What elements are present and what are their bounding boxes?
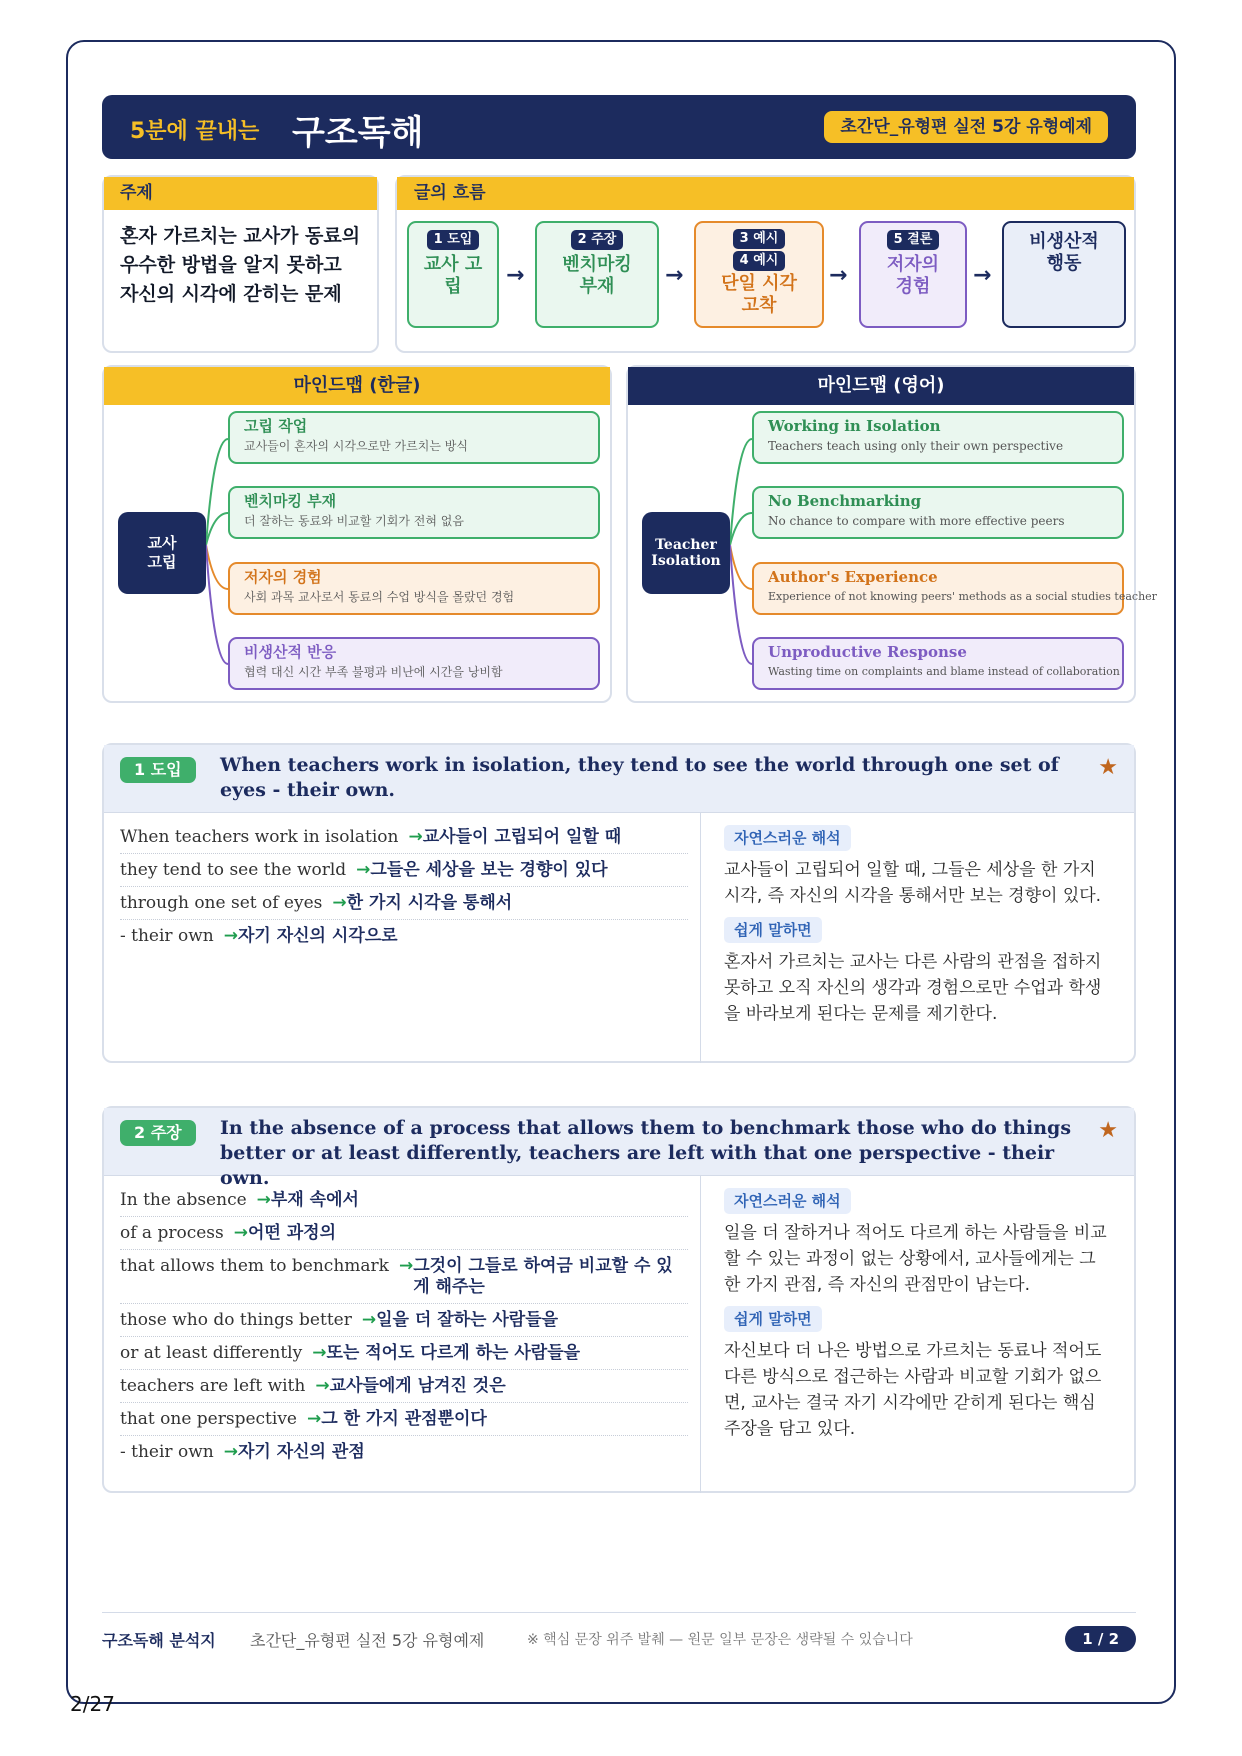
- chunk-english: those who do things better: [120, 1310, 352, 1330]
- flow-label: 글의 흐름: [397, 177, 1134, 210]
- chunk-korean: 자기 자신의 관점: [237, 1442, 365, 1462]
- flow-step-conclusion: [859, 221, 967, 328]
- natural-label: 자연스러운 해석: [724, 1188, 851, 1214]
- mindmap-node-isolation: [228, 411, 600, 464]
- mindmap-node-isolation: [752, 411, 1124, 464]
- natural-text: 교사들이 고립되어 일할 때, 그들은 세상을 한 가지 시각, 즉 자신의 시각을 통해서만 보는 경향이 있다.: [724, 860, 1102, 906]
- flow-step-claim: [535, 221, 659, 328]
- chunk-korean: 또는 적어도 다르게 하는 사람들을: [326, 1343, 581, 1363]
- chunk-english: they tend to see the world: [120, 860, 347, 880]
- header-subtitle: 5분에 끝내는: [130, 119, 260, 144]
- flow-step-text: 단일 시각 고착: [721, 273, 797, 316]
- flow-step-result: [1002, 221, 1126, 328]
- mindmap-node-desc: 사회 과목 교사로서 동료의 수업 방식을 몰랐던 경험: [244, 590, 515, 604]
- chunk-row: [120, 1304, 688, 1337]
- mindmap-node-desc: 더 잘하는 동료와 비교할 기회가 전혀 없음: [244, 514, 464, 528]
- chunk-english: - their own: [120, 1442, 214, 1462]
- interpretation-panel: [724, 825, 1116, 1035]
- chunk-english: or at least differently: [120, 1343, 303, 1363]
- flow-card: [395, 175, 1136, 353]
- easy-text: 혼자서 가르치는 교사는 다른 사람의 관점을 접하지 못하고 오직 자신의 생각과 경험으로만 수업과 학생을 바라보게 된다는 문제를 제기한다.: [724, 952, 1102, 1024]
- flow-step-text: 벤치마킹 부재: [562, 254, 632, 297]
- chunk-korean: 일을 더 잘하는 사람들을: [376, 1310, 559, 1330]
- mindmap-node-title: 벤치마킹 부재: [244, 492, 337, 510]
- chunk-english: When teachers work in isolation: [120, 827, 399, 847]
- section-body: [104, 1176, 1134, 1493]
- chunk-english: that allows them to benchmark: [120, 1256, 389, 1276]
- chunk-list: [120, 1184, 688, 1468]
- chunk-row: [120, 1337, 688, 1370]
- section-sentence: In the absence of a process that allows them to benchmark those who do things better or at least differently, teachers are left with that one perspective - their own.: [220, 1117, 1072, 1189]
- chunk-row: [120, 1250, 688, 1304]
- flow-step-text: 교사 고립: [423, 254, 483, 297]
- mindmap-node-title: 고립 작업: [244, 417, 308, 435]
- chunk-english: through one set of eyes: [120, 893, 323, 913]
- chunk-korean: 그들은 세상을 보는 경향이 있다: [370, 860, 608, 880]
- mindmap-node-title: 비생산적 반응: [244, 643, 337, 661]
- mindmap-node-title: 저자의 경험: [244, 568, 322, 586]
- chunk-korean: 자기 자신의 시각으로: [237, 926, 398, 946]
- flow-step-tag: 1 도입: [427, 230, 480, 250]
- mindmap-node-desc: 교사들이 혼자의 시각으로만 가르치는 방식: [244, 439, 468, 453]
- chunk-english: teachers are left with: [120, 1376, 306, 1396]
- mindmap-node-experience: [228, 562, 600, 615]
- page-number-badge: 1 / 2: [1065, 1626, 1136, 1652]
- flow-step-tag: 4 예시: [733, 251, 786, 271]
- chunk-english: In the absence: [120, 1190, 247, 1210]
- footer-lesson: 초간단_유형편 실전 5강 유형예제: [250, 1631, 485, 1650]
- chunk-korean: 교사들이 고립되어 일할 때: [422, 827, 622, 847]
- section-header: [104, 745, 1134, 813]
- arrow-icon: →: [398, 1256, 414, 1276]
- mindmap-node-desc: Experience of not knowing peers' methods as a social studies teacher: [768, 590, 1157, 603]
- chunk-row: [120, 1184, 688, 1217]
- easy-text: 자신보다 더 나은 방법으로 가르치는 동료나 적어도 다른 방식으로 접근하는 사람과 비교할 기회가 없으면, 교사는 결국 자기 시각에만 갇히게 된다는 핵심 주장을 담고 있다.: [724, 1341, 1102, 1439]
- flow-step-tag: 3 예시: [733, 229, 786, 249]
- arrow-icon: →: [356, 860, 371, 880]
- mindmap-node-desc: Wasting time on complaints and blame instead of collaboration: [768, 665, 1120, 678]
- chunk-korean: 교사들에게 남겨진 것은: [329, 1376, 506, 1396]
- mindmap-node-title: Author's Experience: [768, 568, 938, 586]
- chunk-row: [120, 1436, 688, 1468]
- analysis-section-claim: [102, 1106, 1136, 1493]
- flow-step-text: 비생산적 행동: [1029, 231, 1099, 274]
- header-banner: [102, 95, 1136, 159]
- mindmap-node-benchmark: [228, 486, 600, 539]
- chunk-korean: 그 한 가지 관점뿐이다: [321, 1409, 487, 1429]
- chunk-row: [120, 1217, 688, 1250]
- arrow-icon: →: [223, 926, 238, 946]
- mindmap-node-experience: [752, 562, 1157, 615]
- arrow-icon: →: [312, 1343, 327, 1363]
- mindmap-node-desc: Teachers teach using only their own perspective: [768, 439, 1064, 453]
- chunk-list: [120, 821, 688, 952]
- footer: [102, 1624, 1136, 1654]
- chunk-row: [120, 821, 688, 854]
- flow-step-example: [694, 221, 824, 328]
- section-header: [104, 1108, 1134, 1189]
- arrow-icon: →: [307, 1409, 322, 1429]
- arrow-icon: →: [256, 1190, 271, 1210]
- star-icon: ★: [1098, 755, 1118, 780]
- flow-step-tag: 5 결론: [887, 230, 940, 250]
- flow-arrow: →: [829, 263, 848, 288]
- section-badge: 1 도입: [120, 757, 196, 783]
- easy-label: 쉽게 말하면: [724, 1306, 822, 1332]
- topic-text: 혼자 가르치는 교사가 동료의 우수한 방법을 알지 못하고 자신의 시각에 갇히는 문제: [120, 225, 361, 305]
- section-body: [104, 813, 1134, 1063]
- arrow-icon: →: [408, 827, 423, 847]
- footer-brand: 구조독해 분석지: [102, 1631, 216, 1650]
- interpretation-panel: [724, 1188, 1116, 1450]
- mindmap-node-desc: No chance to compare with more effective peers: [768, 514, 1065, 528]
- chunk-row: [120, 887, 688, 920]
- chunk-row: [120, 1370, 688, 1403]
- mindmap-english: [626, 365, 1157, 703]
- mindmap-center: Teacher Isolation: [642, 512, 730, 594]
- flow-arrow: →: [506, 263, 525, 288]
- flow-step-intro: [407, 221, 499, 328]
- arrow-icon: →: [332, 893, 347, 913]
- arrow-icon: →: [361, 1310, 377, 1330]
- page-counter: 2/27: [70, 1692, 115, 1716]
- footer-divider: [102, 1612, 1136, 1613]
- mindmap-node-desc: 협력 대신 시간 부족 불평과 비난에 시간을 낭비함: [244, 665, 503, 679]
- column-divider: [700, 1176, 701, 1493]
- flow-arrow: →: [665, 263, 684, 288]
- arrow-icon: →: [315, 1376, 330, 1396]
- chunk-english: of a process: [120, 1223, 224, 1243]
- flow-step-tag: 2 주장: [571, 230, 624, 250]
- chunk-korean: 그것이 그들로 하여금 비교할 수 있게 해주는: [413, 1256, 673, 1297]
- analysis-section-intro: [102, 743, 1136, 1063]
- chunk-row: [120, 854, 688, 887]
- section-badge: 2 주장: [120, 1120, 196, 1146]
- flow-step-text: 저자의 경험: [886, 254, 940, 297]
- topic-label: 주제: [104, 177, 377, 210]
- chunk-row: [120, 920, 688, 952]
- chunk-korean: 어떤 과정의: [248, 1223, 337, 1243]
- chunk-korean: 한 가지 시각을 통해서: [346, 893, 513, 913]
- mindmap-korean-label: 마인드맵 (한글): [104, 367, 610, 405]
- arrow-icon: →: [223, 1442, 238, 1462]
- chunk-english: - their own: [120, 926, 214, 946]
- easy-label: 쉽게 말하면: [724, 917, 822, 943]
- mindmap-node-title: No Benchmarking: [768, 492, 922, 510]
- mindmap-node-title: Unproductive Response: [768, 643, 967, 661]
- star-icon: ★: [1098, 1118, 1118, 1143]
- topic-card: [102, 175, 379, 353]
- natural-label: 자연스러운 해석: [724, 825, 851, 851]
- lesson-badge: 초간단_유형편 실전 5강 유형예제: [824, 111, 1108, 143]
- natural-text: 일을 더 잘하거나 적어도 다르게 하는 사람들을 비교할 수 있는 과정이 없는 상황에서, 교사들에게는 그 한 가지 관점, 즉 자신의 관점만이 남는다.: [724, 1223, 1107, 1295]
- arrow-icon: →: [233, 1223, 248, 1243]
- mindmap-center: 교사 고립: [118, 512, 206, 594]
- flow-arrow: →: [973, 263, 992, 288]
- mindmap-node-benchmark: [752, 486, 1124, 539]
- mindmap-node-response: [752, 637, 1124, 690]
- header-title: 구조독해: [292, 113, 424, 153]
- column-divider: [700, 813, 701, 1063]
- mindmap-node-title: Working in Isolation: [768, 417, 941, 435]
- chunk-korean: 부재 속에서: [270, 1190, 359, 1210]
- mindmap-english-label: 마인드맵 (영어): [628, 367, 1134, 405]
- footer-note: ※ 핵심 문장 위주 발췌 — 원문 일부 문장은 생략될 수 있습니다: [527, 1632, 913, 1648]
- section-sentence: When teachers work in isolation, they tend to see the world through one set of eyes - their own.: [220, 754, 1059, 801]
- chunk-row: [120, 1403, 688, 1436]
- mindmap-korean: [102, 365, 612, 703]
- chunk-english: that one perspective: [120, 1409, 297, 1429]
- mindmap-node-response: [228, 637, 600, 690]
